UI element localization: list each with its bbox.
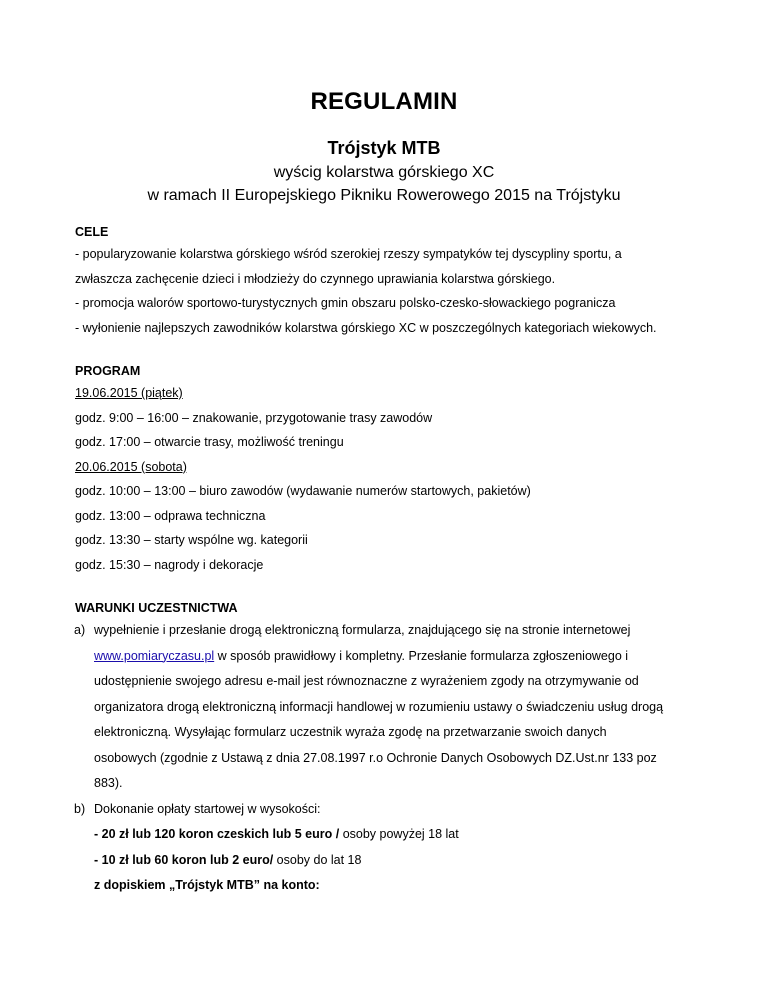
section-heading-cele: CELE	[75, 225, 109, 239]
cele-line: - popularyzowanie kolarstwa górskiego wśród szerokiej rzeszy sympatyków tej dyscypliny sportu, a	[75, 247, 622, 261]
fee-youth	[94, 848, 715, 874]
list-marker: b)	[74, 801, 86, 816]
condition-a	[75, 618, 715, 797]
condition-a-line: 883).	[94, 776, 123, 790]
condition-a-line: udostępnienie swojego adresu e-mail jest równoznaczne z wyrażeniem zgody na otrzymywanie od	[94, 674, 639, 688]
condition-a-line: organizatora drogą elektroniczną informacji handlowej w rozumieniu ustawy o świadczeniu usług drogą	[94, 699, 664, 714]
condition-a-line	[94, 644, 715, 670]
pomiaryczasu-link[interactable]: www.pomiaryczasu.pl	[94, 648, 215, 663]
condition-a-line: elektroniczną. Wysyłając formularz uczestnik wyraża zgodę na przetwarzanie swoich danych	[94, 725, 607, 739]
fee-amount: - 20 zł lub 120 koron czeskich lub 5 euro /	[94, 827, 340, 841]
condition-a-line: wypełnienie i przesłanie drogą elektroniczną formularza, znajdującego się na stronie internetowej	[94, 623, 631, 637]
program-item: godz. 13:00 – odprawa techniczna	[75, 508, 266, 523]
program-item: godz. 10:00 – 13:00 – biuro zawodów (wydawanie numerów startowych, pakietów)	[75, 484, 531, 498]
fee-amount: - 10 zł lub 60 koron lub 2 euro/	[94, 852, 274, 867]
cele-line: - promocja walorów sportowo-turystycznych gmin obszaru polsko-czesko-słowackiego pogranicza	[75, 296, 616, 310]
event-context: w ramach II Europejskiego Pikniku Rowerowego 2015 na Trójstyku	[147, 187, 621, 204]
fee-label: osoby powyżej 18 lat	[339, 827, 459, 841]
section-heading-warunki: WARUNKI UCZESTNICTWA	[75, 601, 238, 615]
program-item: godz. 17:00 – otwarcie trasy, możliwość treningu	[75, 435, 344, 449]
program-day-heading: 20.06.2015 (sobota)	[75, 459, 187, 474]
document-title: REGULAMIN	[310, 88, 458, 115]
event-name: Trójstyk MTB	[327, 138, 441, 158]
section-heading-program: PROGRAM	[75, 364, 141, 378]
cele-line: - wyłonienie najlepszych zawodników kolarstwa górskiego XC w poszczególnych kategoriach wiekowych.	[75, 320, 657, 335]
cele-line: zwłaszcza zachęcenie dzieci i młodzieży do czynnego uprawiania kolarstwa górskiego.	[75, 271, 556, 286]
program-day-heading: 19.06.2015 (piątek)	[75, 386, 183, 400]
event-description: wyścig kolarstwa górskiego XC	[273, 164, 495, 181]
condition-a-line: osobowych (zgodnie z Ustawą z dnia 27.08.1997 r.o Ochronie Danych Osobowych DZ.Ust.nr 133 poz	[94, 750, 657, 765]
fee-label: osoby do lat 18	[273, 852, 362, 867]
condition-b-line: Dokonanie opłaty startowej w wysokości:	[94, 801, 321, 816]
program-item: godz. 9:00 – 16:00 – znakowanie, przygotowanie trasy zawodów	[75, 410, 433, 425]
document-body	[75, 222, 715, 899]
program-list	[75, 381, 715, 577]
program-item: godz. 15:30 – nagrody i dekoracje	[75, 557, 264, 572]
fee-adults	[94, 822, 715, 848]
condition-b	[75, 797, 715, 899]
list-marker: a)	[74, 623, 86, 637]
program-item: godz. 13:30 – starty wspólne wg. kategorii	[75, 533, 308, 547]
payment-note: z dopiskiem „Trójstyk MTB” na konto:	[94, 878, 320, 892]
cele-list	[75, 242, 715, 340]
condition-a-text: w sposób prawidłowy i kompletny. Przesłanie formularza zgłoszeniowego i	[214, 648, 629, 663]
